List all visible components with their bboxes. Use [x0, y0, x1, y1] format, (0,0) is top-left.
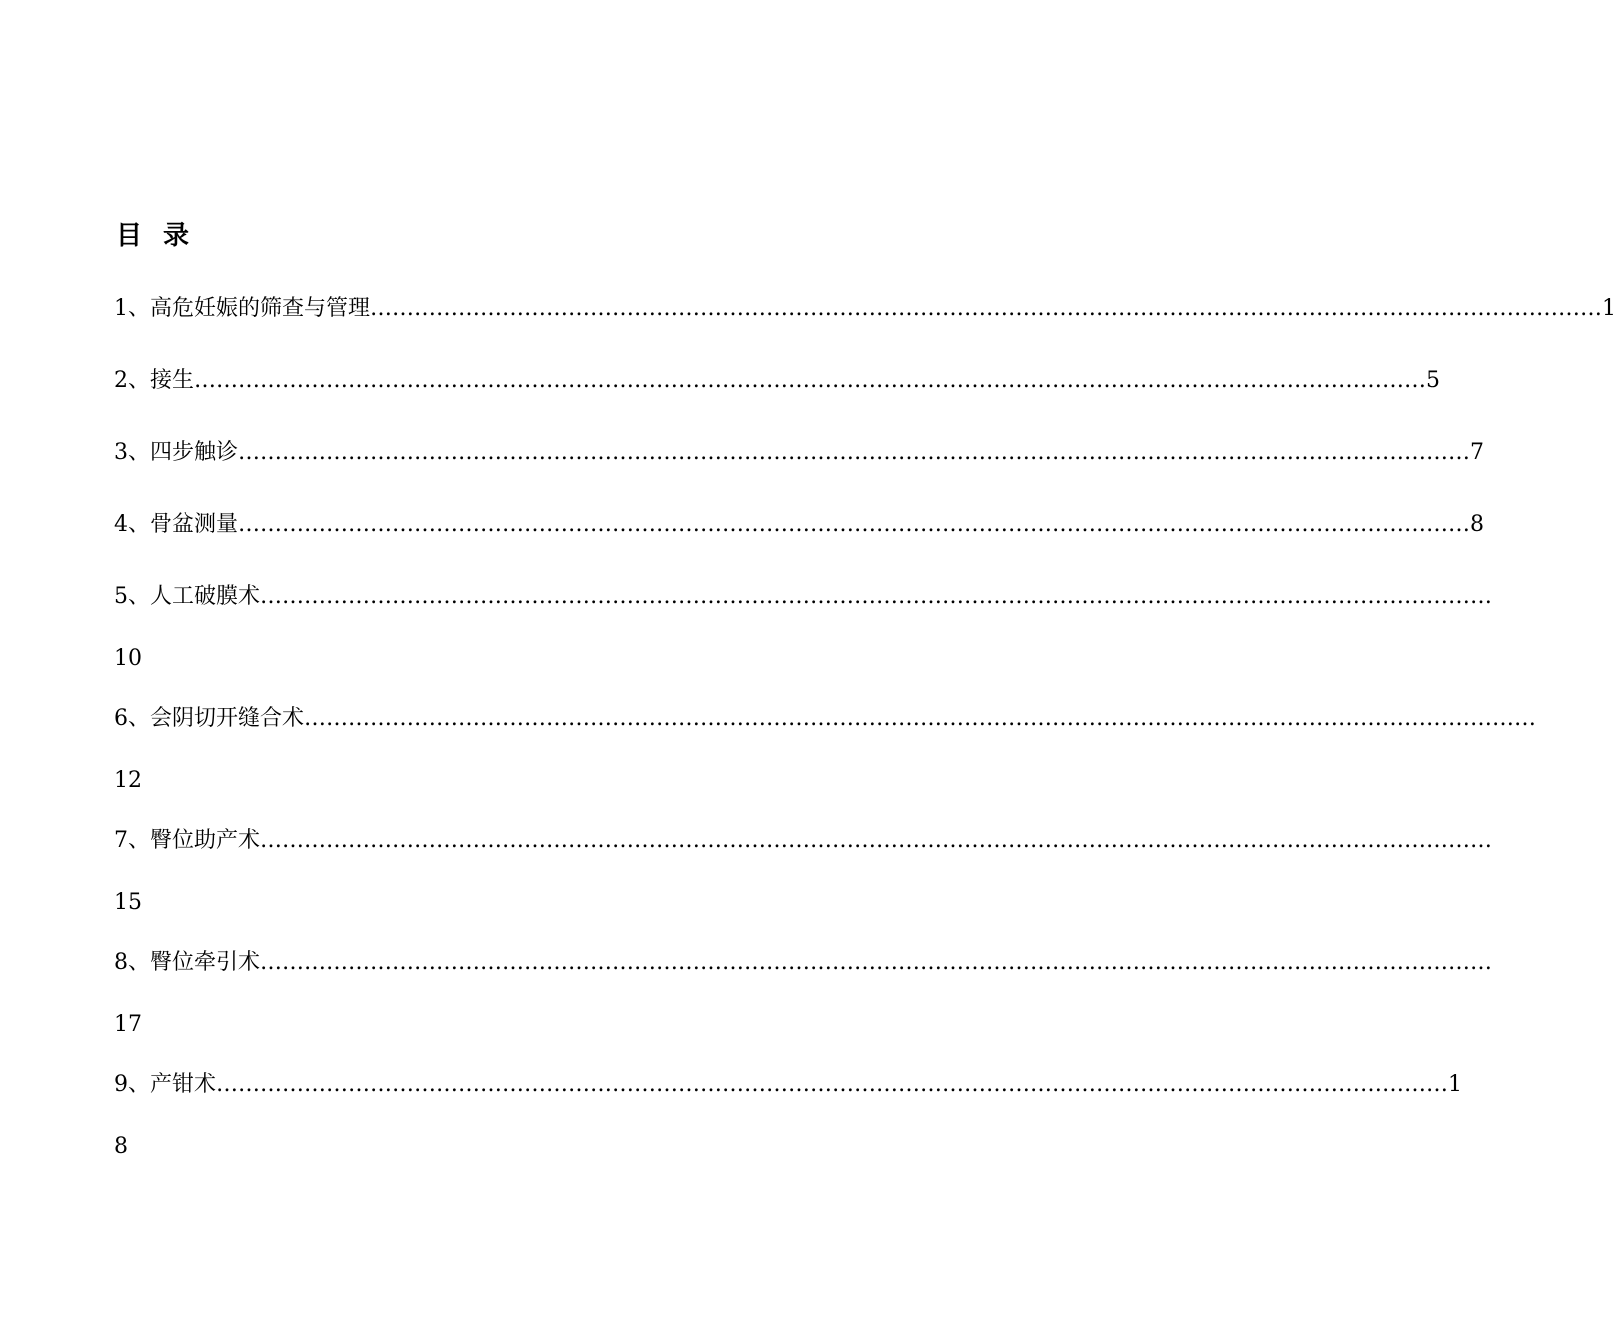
toc-entry-title: 四步触诊 — [150, 440, 239, 465]
toc-leader-dots: …………………………………………………………………………………………………………………………………………………… — [216, 1072, 1449, 1097]
toc-entry-page-wrapped: 15 — [114, 890, 142, 915]
toc-leader-dots: …………………………………………………………………………………………………………………………………………………… — [304, 706, 1537, 731]
toc-entry-title: 接生 — [150, 368, 195, 393]
toc-leader-dots: …………………………………………………………………………………………………………………………………………………… — [260, 950, 1493, 975]
toc-entry-page: 7 — [1470, 440, 1485, 465]
toc-heading: 目 录 — [116, 221, 196, 251]
toc-entry-page: 1 — [1448, 1072, 1463, 1097]
toc-entry-page-wrapped: 10 — [114, 646, 142, 671]
toc-leader-dots: …………………………………………………………………………………………………………………………………………………… — [370, 296, 1603, 321]
toc-entry[interactable] — [114, 366, 1441, 396]
toc-entry-page: 5 — [1426, 368, 1441, 393]
toc-leader-dots: …………………………………………………………………………………………………………………………………………………… — [260, 584, 1493, 609]
toc-entry-number: 8、 — [114, 950, 150, 975]
toc-entry-number: 9、 — [114, 1072, 150, 1097]
toc-entry-number: 6、 — [114, 706, 150, 731]
toc-entry-title: 产钳术 — [150, 1072, 217, 1097]
toc-entry-number: 3、 — [114, 440, 150, 465]
toc-entry[interactable] — [114, 948, 1493, 1037]
toc-entry-number: 4、 — [114, 512, 150, 537]
toc-entry-page-wrapped: 12 — [114, 768, 142, 793]
toc-entry[interactable] — [114, 438, 1485, 468]
toc-leader-dots: …………………………………………………………………………………………………………………………………………………… — [260, 828, 1493, 853]
toc-entry-title: 臀位助产术 — [150, 828, 261, 853]
toc-entry-title: 会阴切开缝合术 — [150, 706, 305, 731]
toc-entry-number: 5、 — [114, 584, 150, 609]
toc-entry-title: 人工破膜术 — [150, 584, 261, 609]
toc-entry-page-wrapped: 8 — [114, 1134, 128, 1159]
toc-entry[interactable] — [114, 1070, 1463, 1159]
toc-entry[interactable] — [114, 582, 1493, 671]
toc-entry[interactable] — [114, 510, 1485, 540]
toc-entry-page-wrapped: 17 — [114, 1012, 142, 1037]
toc-entry-number: 7、 — [114, 828, 150, 853]
toc-entry[interactable] — [114, 294, 1616, 324]
toc-leader-dots: …………………………………………………………………………………………………………………………………………………… — [238, 512, 1471, 537]
toc-entry-number: 2、 — [114, 368, 150, 393]
toc-entry[interactable] — [114, 704, 1537, 793]
toc-entry-page: 8 — [1470, 512, 1485, 537]
toc-entry-page: 1 — [1602, 296, 1616, 321]
toc-leader-dots: …………………………………………………………………………………………………………………………………………………… — [238, 440, 1471, 465]
toc-entry-number: 1、 — [114, 296, 150, 321]
toc-entry-title: 高危妊娠的筛查与管理 — [150, 296, 371, 321]
toc-entry[interactable] — [114, 826, 1493, 915]
toc-entry-title: 臀位牵引术 — [150, 950, 261, 975]
toc-leader-dots: …………………………………………………………………………………………………………………………………………………… — [194, 368, 1427, 393]
toc-entry-title: 骨盆测量 — [150, 512, 239, 537]
